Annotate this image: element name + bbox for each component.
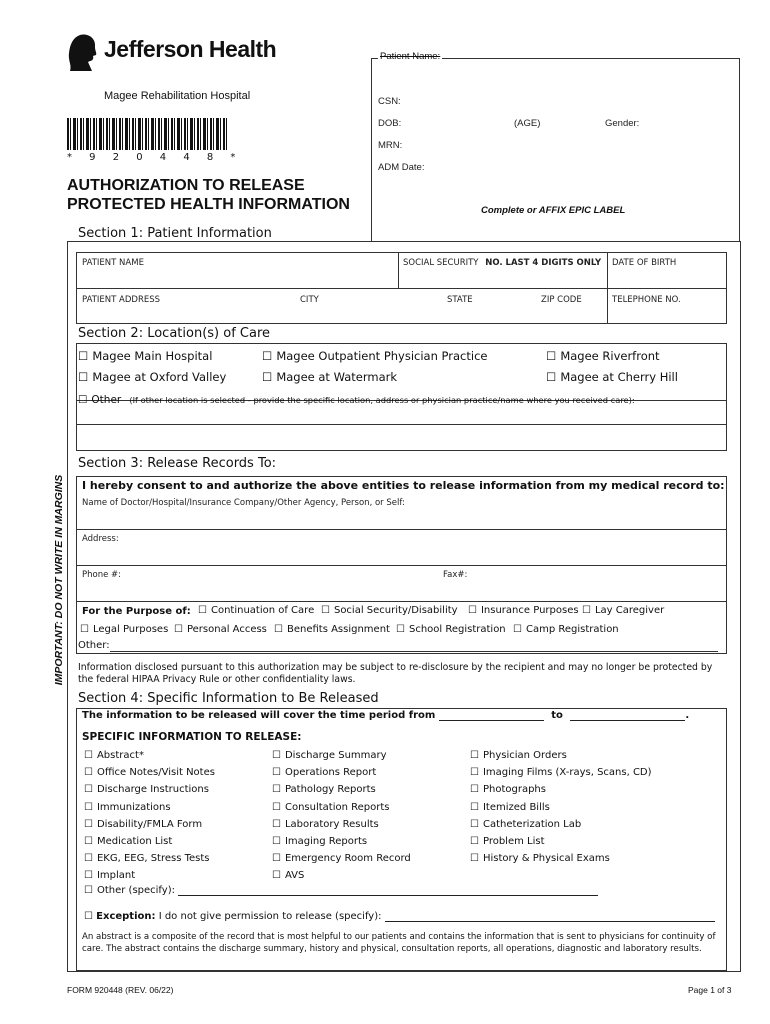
exception-text: I do not give permission to release (specify): [158,911,382,922]
info-checkbox[interactable]: ☐ Imaging Reports [272,833,411,850]
brand-name: Jefferson Health [104,36,277,62]
purpose-camp-registration[interactable]: ☐ Camp Registration [513,624,619,635]
time-period-line: The information to be released will cover the time period from to . [82,710,690,721]
abstract-note: An abstract is a composite of the record that is most helpful to our patients and contains the information that is sent to physicians for continuity of care. The abstract contains the discharge summary, history and physical, consultation reports, all operations, diagnostic and laboratory results. [82,932,716,954]
purpose-social-security[interactable]: ☐ Social Security/Disability [321,605,458,616]
info-checkbox[interactable]: ☐ Operations Report [272,764,411,781]
info-checkbox[interactable]: ☐ Photographs [470,781,652,798]
purpose-school-registration[interactable]: ☐ School Registration [396,624,506,635]
info-column-3 [470,747,652,867]
exception-checkbox[interactable]: ☐ [84,911,93,922]
purpose-continuation-of-care[interactable]: ☐ Continuation of Care [198,605,314,616]
barcode [67,118,227,150]
exception-row[interactable] [84,910,715,922]
recipient-address-field[interactable]: Address: [82,534,119,544]
time-period-to: to [551,710,563,721]
mrn-label: MRN: [378,140,403,151]
purpose-other-label: Other: [78,640,110,651]
info-checkbox[interactable]: ☐ Discharge Instructions [84,781,215,798]
info-checkbox[interactable]: ☐ Problem List [470,833,652,850]
redisclosure-notice: Information disclosed pursuant to this authorization may be subject to re-disclosure by the recipient and may no longer be protected by the federal HIPAA Privacy Rule or other confidentiality laws. [78,662,713,685]
info-column-1 [84,747,215,885]
section1-title: Section 1: Patient Information [78,226,272,241]
info-checkbox[interactable]: ☐ Discharge Summary [272,747,411,764]
ss-label: SOCIAL SECURITY [403,258,479,268]
info-checkbox[interactable]: ☐ History & Physical Exams [470,850,652,867]
patient-name-field[interactable]: PATIENT NAME [82,258,144,268]
info-checkbox[interactable]: ☐ Office Notes/Visit Notes [84,764,215,781]
section3-title: Section 3: Release Records To: [78,456,277,471]
dob-label: DOB: [378,118,402,129]
form-title-line2: PROTECTED HEALTH INFORMATION [67,196,350,213]
location-riverfront[interactable]: ☐ Magee Riverfront [546,349,660,363]
form-title-line1: AUTHORIZATION TO RELEASE [67,177,305,194]
section4-title: Section 4: Specific Information to Be Released [78,691,379,706]
exception-field[interactable] [385,910,715,922]
ss-note: NO. LAST 4 DIGITS ONLY [485,258,602,268]
state-field[interactable]: STATE [447,295,473,305]
profile-logo-icon [66,33,100,73]
location-watermark[interactable]: ☐ Magee at Watermark [262,370,397,384]
patient-address-field[interactable]: PATIENT ADDRESS [82,295,161,305]
info-checkbox[interactable]: ☐ Catheterization Lab [470,816,652,833]
purpose-legal[interactable]: ☐ Legal Purposes [80,624,168,635]
epic-label-note: Complete or AFFIX EPIC LABEL [481,205,626,216]
purpose-label: For the Purpose of: [82,606,191,617]
time-period-label: The information to be released will cover the time period from [82,710,436,721]
info-checkbox[interactable]: ☐ Emergency Room Record [272,850,411,867]
other-location-checkbox[interactable]: ☐ Other [78,394,121,406]
info-checkbox[interactable]: ☐ Imaging Films (X-rays, Scans, CD) [470,764,652,781]
info-column-2 [272,747,411,885]
recipient-fax-field[interactable]: Fax#: [443,570,468,580]
hospital-name: Magee Rehabilitation Hospital [104,90,251,102]
section2-title: Section 2: Location(s) of Care [78,326,271,341]
purpose-benefits-assignment[interactable]: ☐ Benefits Assignment [274,624,390,635]
info-checkbox[interactable]: ☐ EKG, EEG, Stress Tests [84,850,215,867]
social-security-field[interactable] [403,258,601,268]
location-magee-main[interactable]: ☐ Magee Main Hospital [78,349,212,363]
other-location-note: (If other location is selected - provide the specific location, address or physician practice/name where you received care): [129,395,635,405]
location-oxford-valley[interactable]: ☐ Magee at Oxford Valley [78,370,226,384]
info-checkbox[interactable]: ☐ Laboratory Results [272,816,411,833]
info-checkbox[interactable]: ☐ Pathology Reports [272,781,411,798]
info-checkbox[interactable]: ☐ AVS [272,867,411,884]
zip-field[interactable]: ZIP CODE [541,295,582,305]
purpose-lay-caregiver[interactable]: ☐ Lay Caregiver [582,605,664,616]
csn-label: CSN: [378,96,401,107]
period-from-field[interactable] [439,709,544,721]
other-specify-row[interactable] [84,884,598,896]
info-checkbox[interactable]: ☐ Abstract* [84,747,215,764]
period-to-field[interactable] [570,709,685,721]
city-field[interactable]: CITY [300,295,319,305]
info-checkbox[interactable]: ☐ Physician Orders [470,747,652,764]
info-checkbox[interactable]: ☐ Itemized Bills [470,799,652,816]
dob-field[interactable]: DATE OF BIRTH [612,258,677,268]
location-cherry-hill[interactable]: ☐ Magee at Cherry Hill [546,370,678,384]
purpose-insurance[interactable]: ☐ Insurance Purposes [468,605,579,616]
recipient-name-field[interactable]: Name of Doctor/Hospital/Insurance Company/Other Agency, Person, or Self: [82,498,405,508]
info-checkbox[interactable]: ☐ Disability/FMLA Form [84,816,215,833]
jefferson-logo [66,33,316,73]
purpose-other-line[interactable] [110,651,718,652]
page-number: Page 1 of 3 [688,985,732,995]
other-specify-checkbox[interactable]: ☐ Other (specify): [84,885,175,896]
info-checkbox[interactable]: ☐ Consultation Reports [272,799,411,816]
margin-warning: IMPORTANT: DO NOT WRITE IN MARGINS [53,474,65,686]
adm-date-label: ADM Date: [378,162,425,173]
info-checkbox[interactable]: ☐ Medication List [84,833,215,850]
other-specify-field[interactable] [178,884,598,896]
telephone-field[interactable]: TELEPHONE NO. [612,295,681,305]
info-checkbox[interactable]: ☐ Implant [84,867,215,884]
location-outpatient-practice[interactable]: ☐ Magee Outpatient Physician Practice [262,349,487,363]
patient-name-label: Patient Name: [380,51,441,62]
location-other[interactable] [78,388,635,407]
specific-info-title: SPECIFIC INFORMATION TO RELEASE: [82,731,302,743]
recipient-phone-field[interactable]: Phone #: [82,570,122,580]
consent-statement: I hereby consent to and authorize the above entities to release information from my medical record to: [82,479,725,492]
gender-label: Gender: [605,118,640,129]
info-checkbox[interactable]: ☐ Immunizations [84,799,215,816]
exception-label: Exception: [96,911,156,922]
age-label: (AGE) [514,118,541,129]
barcode-text: * 9 2 0 4 4 8 * [67,152,243,163]
form-number: FORM 920448 (REV. 06/22) [67,985,174,995]
purpose-personal-access[interactable]: ☐ Personal Access [174,624,267,635]
